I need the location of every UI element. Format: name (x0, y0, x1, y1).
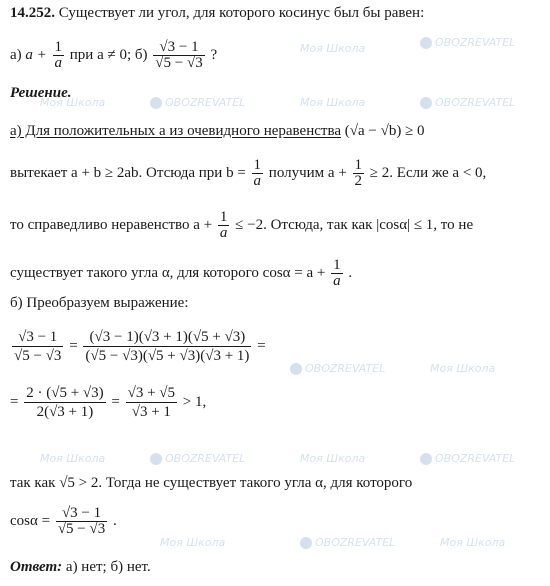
fraction-num: √3 − 1 (12, 328, 63, 347)
part-b-fraction (153, 40, 204, 71)
solution-a-line3-post: ≤ −2. Отсюда, так как |cosα| ≤ 1, то не (235, 216, 474, 233)
solution-a-line4 (10, 258, 352, 289)
part-a-fraction-den: a (54, 55, 63, 71)
solution-b-line3 (10, 506, 117, 537)
fraction-den: √3 + 1 (131, 404, 171, 420)
watermark (300, 452, 365, 465)
solution-b-line3-fraction (56, 506, 107, 537)
answer-label: Ответ: (10, 559, 63, 575)
equation-2 (10, 384, 206, 421)
watermark-text: Моя Школа (40, 96, 106, 109)
fraction-den: √5 − √3 (14, 348, 62, 364)
equation-1-tail: = (257, 337, 266, 354)
solution-heading: Решение. (10, 85, 72, 101)
equation-2-fraction2 (126, 384, 177, 421)
part-b-fraction-num: √3 − 1 (153, 40, 204, 56)
fraction-num: 1 (333, 257, 341, 273)
watermark (160, 536, 225, 549)
fraction-num: √3 + √5 (127, 385, 176, 401)
watermark-text: Моя Школа (430, 362, 496, 375)
solution-b-line3-pre: cosα = (10, 512, 51, 529)
fraction-num: (√3 − 1)(√3 + 1)(√5 + √3) (83, 328, 251, 347)
problem-parts (10, 40, 217, 71)
part-b-fraction-den: √5 − √3 (155, 55, 203, 71)
watermark-text: OBOZREVATEL (435, 36, 516, 49)
watermark-text: Моя Школа (440, 536, 506, 549)
fraction-den: 2(√3 + 1) (36, 404, 94, 420)
equation-1-eq: = (69, 337, 78, 354)
solution-a-inequality: (√a − √b) ≥ 0 (344, 123, 425, 139)
equation-1-rhs (83, 328, 251, 365)
solution-a-line2-post: ≥ 2. Если же a < 0, (369, 164, 487, 181)
watermark-logo-icon (420, 97, 432, 109)
watermark-logo-icon (420, 37, 432, 49)
equation-2-fraction1 (24, 384, 105, 421)
part-a-fraction (53, 40, 65, 71)
solution-a-line4-post: . (348, 264, 353, 281)
watermark-logo-icon (150, 453, 162, 465)
watermark-text: OBOZREVATEL (315, 536, 396, 549)
equation-1-lhs (12, 328, 63, 365)
watermark-text: OBOZREVATEL (305, 362, 386, 375)
watermark (440, 536, 505, 549)
part-a-condition: при a ≠ 0; б) (69, 46, 148, 63)
fraction-den: a (253, 173, 262, 189)
fraction-num: 1 (219, 209, 228, 225)
watermark (150, 96, 245, 109)
watermark-text: OBOZREVATEL (435, 452, 516, 465)
watermark (300, 42, 365, 55)
watermark-logo-icon (290, 363, 302, 375)
fraction-den: a (219, 225, 228, 241)
watermark (430, 362, 495, 375)
equation-2-lead: = (10, 393, 19, 410)
watermark-text: OBOZREVATEL (165, 452, 246, 465)
watermark (40, 452, 105, 465)
problem-statement (10, 4, 424, 22)
watermark (420, 452, 515, 465)
part-a-expr: a + (25, 46, 47, 63)
part-a-fraction-num: 1 (54, 39, 63, 55)
solution-a-line4-pre: существует такого угла α, для которого cosα = a + (10, 264, 326, 281)
watermark-text: OBOZREVATEL (435, 96, 516, 109)
fraction-den: √5 − √3 (57, 521, 106, 537)
watermark-text: Моя Школа (300, 42, 366, 55)
watermark (300, 536, 395, 549)
solution-b-line3-post: . (113, 512, 117, 529)
equation-2-tail: > 1, (182, 393, 207, 410)
equation-1 (10, 328, 266, 365)
solution-a-line1 (10, 122, 425, 140)
solution-a-line2-pre: вытекает a + b ≥ 2ab. Отсюда при b = (10, 164, 246, 181)
watermark-text: Моя Школа (300, 96, 366, 109)
watermark (420, 36, 515, 49)
part-a-label: а) (10, 46, 22, 63)
solution-a-line2 (10, 158, 486, 189)
solution-b-line2: так как √5 > 2. Тогда не существует такого угла α, для которого (10, 475, 413, 491)
solution-a-line3-fraction (218, 210, 230, 241)
watermark-text: Моя Школа (40, 452, 106, 465)
watermark (300, 96, 365, 109)
solution-a-line2-mid: получим a + (268, 164, 347, 181)
watermark-text: Моя Школа (300, 452, 366, 465)
part-b-question-mark: ? (210, 46, 218, 63)
fraction-num: 2 · (√5 + √3) (26, 385, 104, 401)
solution-a-line3-pre: то справедливо неравенство a + (10, 216, 213, 233)
equation-2-eq: = (111, 393, 120, 410)
solution-a-line2-fraction (252, 158, 264, 189)
watermark (290, 362, 385, 375)
solution-a-line2-fraction2 (353, 158, 365, 189)
fraction-den: 2 (354, 173, 363, 189)
solution-a-line3 (10, 210, 473, 241)
watermark (420, 96, 515, 109)
answer-line (10, 558, 151, 576)
answer-text: а) нет; б) нет. (65, 559, 151, 575)
fraction-num: 1 (253, 157, 262, 173)
watermark-text: Моя Школа (160, 536, 226, 549)
fraction-den: (√5 − √3)(√5 + √3)(√3 + 1) (85, 348, 250, 364)
fraction-num: √3 − 1 (56, 506, 107, 522)
solution-a-line1-text: а) Для положительных a из очевидного неравенства (10, 123, 341, 139)
watermark-logo-icon (420, 453, 432, 465)
watermark (150, 452, 245, 465)
watermark-logo-icon (300, 537, 312, 549)
watermark-logo-icon (150, 97, 162, 109)
watermark (40, 96, 105, 109)
problem-question: Существует ли угол, для которого косинус был бы равен: (58, 5, 425, 21)
solution-a-line4-fraction (331, 258, 343, 289)
fraction-num: 1 (354, 157, 363, 173)
problem-number: 14.252. (10, 5, 55, 21)
fraction-den: a (333, 273, 341, 289)
watermark-text: OBOZREVATEL (165, 96, 246, 109)
solution-b-line1: б) Преобразуем выражение: (10, 295, 189, 311)
